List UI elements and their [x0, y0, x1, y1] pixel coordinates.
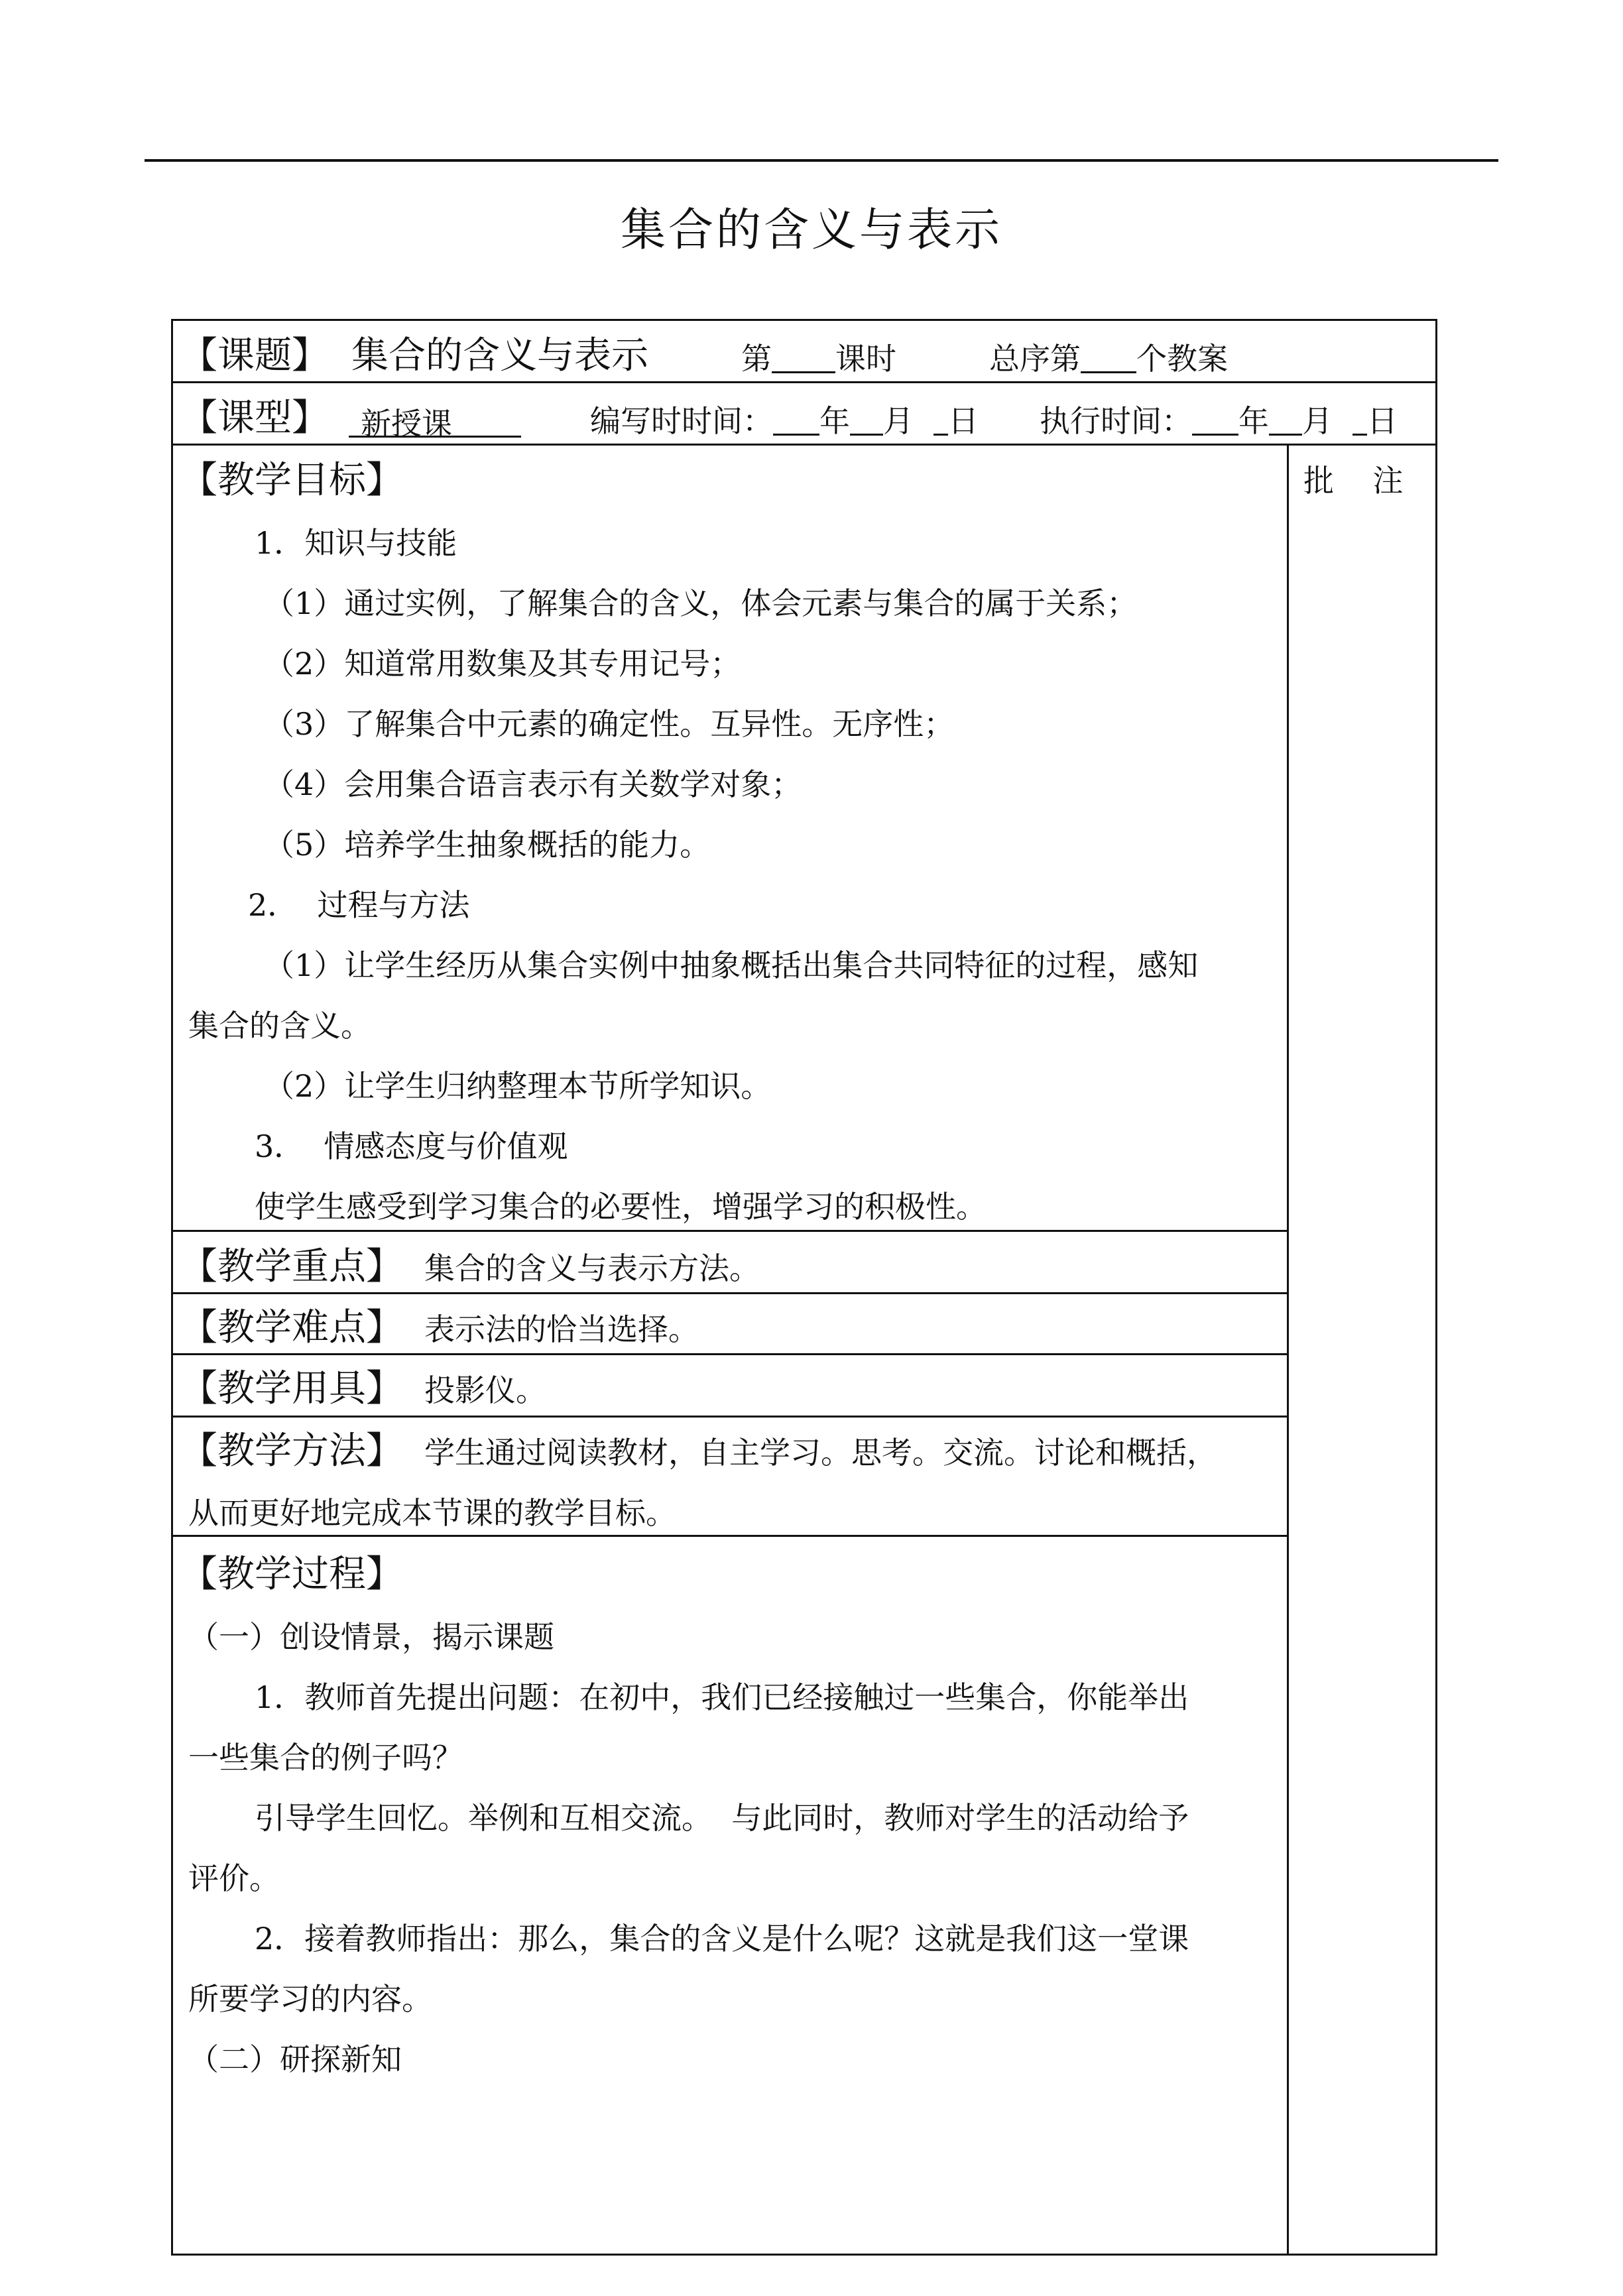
goals-line: （4）会用集合语言表示有关数学对象； [264, 766, 802, 802]
process-line: 一些集合的例子吗？ [188, 1740, 463, 1776]
plan-number-suffix: 个教案 [1136, 341, 1228, 377]
row-divider [171, 1416, 1289, 1418]
method-line: 从而更好地完成本节课的教学目标。 [188, 1495, 676, 1531]
row-divider [171, 1230, 1289, 1232]
topic-label: 【课题】 [180, 334, 329, 377]
difficulty-label: 【教学难点】 [180, 1306, 403, 1349]
exec-year-unit: 年 [1238, 403, 1269, 439]
exec-day-blank[interactable] [1352, 398, 1367, 436]
goals-line: 使学生感受到学习集合的必要性，增强学习的积极性。 [255, 1189, 987, 1225]
difficulty-value: 表示法的恰当选择。 [424, 1311, 699, 1347]
lesson-count-blank[interactable] [772, 335, 835, 373]
exec-time-label: 执行时间： [1040, 403, 1192, 439]
plan-number-field [989, 335, 1228, 381]
type-label: 【课型】 [180, 396, 329, 440]
tools-value: 投影仪。 [424, 1372, 546, 1408]
exec-month-blank[interactable] [1269, 398, 1302, 436]
key-point-label: 【教学重点】 [180, 1245, 403, 1288]
write-time-field [590, 398, 979, 443]
exec-time-field [1040, 398, 1398, 443]
lesson-count-suffix: 课时 [835, 341, 896, 377]
goals-line: （5）培养学生抽象概括的能力。 [264, 827, 711, 863]
exec-day-unit: 日 [1367, 403, 1398, 439]
goals-line: （1）通过实例，了解集合的含义，体会元素与集合的属于关系； [264, 585, 1138, 621]
write-day-blank[interactable] [933, 398, 948, 436]
process-line: 1．教师首先提出问题：在初中，我们已经接触过一些集合，你能举出 [255, 1679, 1189, 1715]
top-rule [145, 159, 1498, 162]
method-line: 学生通过阅读教材，自主学习。思考。交流。讨论和概括， [424, 1435, 1217, 1471]
row-divider [171, 444, 1437, 446]
type-value-field [349, 398, 521, 442]
row-divider [171, 1535, 1289, 1537]
process-line: 引导学生回忆。举例和互相交流。 与此同时，教师对学生的活动给予 [255, 1800, 1189, 1836]
process-line: 评价。 [188, 1860, 280, 1896]
method-label: 【教学方法】 [180, 1429, 403, 1473]
exec-month-unit: 月 [1302, 403, 1333, 439]
tools-label: 【教学用具】 [180, 1367, 403, 1410]
document-title: 集合的含义与表示 [620, 204, 1002, 257]
write-day-unit: 日 [948, 403, 979, 439]
write-time-label: 编写时时间： [590, 403, 773, 439]
goals-line: 2． 过程与方法 [248, 887, 470, 923]
lesson-count-prefix: 第 [741, 341, 772, 377]
plan-number-prefix: 总序第 [989, 341, 1081, 377]
write-year-unit: 年 [819, 403, 850, 439]
write-month-unit: 月 [883, 403, 914, 439]
write-year-blank[interactable] [773, 398, 819, 436]
process-line: 所要学习的内容。 [188, 1981, 432, 2017]
lesson-count-field [741, 335, 896, 381]
goals-line: 3． 情感态度与价值观 [255, 1128, 568, 1164]
process-heading: 【教学过程】 [180, 1553, 403, 1596]
topic-value: 集合的含义与表示 [351, 334, 648, 377]
goals-line: 1．知识与技能 [255, 525, 457, 561]
key-point-value: 集合的含义与表示方法。 [424, 1250, 760, 1286]
goals-line: 集合的含义。 [188, 1008, 371, 1044]
goals-line: （1）让学生经历从集合实例中抽象概括出集合共同特征的过程，感知 [264, 947, 1199, 983]
write-month-blank[interactable] [850, 398, 883, 436]
goals-line: （3）了解集合中元素的确定性。互异性。无序性； [264, 706, 955, 742]
type-value[interactable]: 新授课 [349, 402, 521, 438]
exec-year-blank[interactable] [1192, 398, 1238, 436]
process-line: （二）研探新知 [188, 2041, 402, 2077]
goals-heading: 【教学目标】 [180, 459, 403, 502]
annotation-label: 批 注 [1303, 463, 1404, 499]
process-line: （一）创设情景，揭示课题 [188, 1619, 554, 1655]
plan-number-blank[interactable] [1081, 335, 1136, 373]
goals-line: （2）让学生归纳整理本节所学知识。 [264, 1068, 772, 1104]
process-line: 2．接着教师指出：那么，集合的含义是什么呢？这就是我们这一堂课 [255, 1921, 1189, 1957]
annotation-column-divider [1287, 444, 1289, 2256]
goals-line: （2）知道常用数集及其专用记号； [264, 646, 741, 682]
